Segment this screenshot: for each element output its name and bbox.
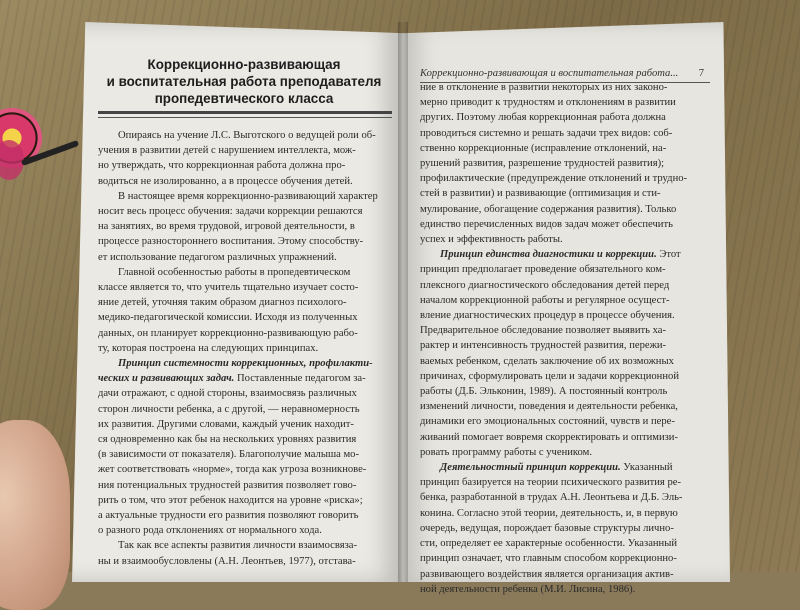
left-page-body (98, 128, 392, 569)
text-line: рить о том, что этот ребенок находится на уровне «риска»; (98, 494, 363, 506)
text-line: других. Поэтому любая коррекционная работа должна (420, 112, 666, 124)
text-line: рушений развития, разрешение трудностей развития); (420, 158, 665, 170)
text-line: ет использование педагогом различных упражнений. (98, 251, 337, 263)
text-line: стей в развитии) и развивающие (оптимизация и сти- (420, 188, 661, 200)
thumb (0, 420, 70, 610)
text-line: изменений личности, поведения и деятельности ребенка, (420, 401, 678, 413)
text-line: Деятельностный принцип коррекции. Указанный (440, 462, 673, 474)
text-line: Главной особенностью работы в пропедевтическом (118, 266, 351, 278)
text-line: началом коррекционной работы и регулярное осущест- (420, 294, 670, 306)
text-line: бенка, разработанной в трудах А.Н. Леонтьева и Д.Б. Эль- (420, 492, 683, 504)
text-line: единство перечисленных видов задач может обеспечить (420, 218, 673, 230)
text-line: учения в развитии детей с нарушением интеллекта, мож- (98, 145, 356, 157)
text-line: Опираясь на учение Л.С. Выготского о ведущей роли об- (118, 130, 376, 141)
title-rule-thin (98, 117, 392, 118)
title-line: пропедевтического класса (154, 91, 334, 106)
running-header-text: Коррекционно-развивающая и воспитательная работа... (420, 68, 679, 79)
page-number: 7 (698, 68, 704, 79)
text-line: профилактические (предупреждение отклонений и трудно- (420, 173, 688, 185)
text-line: вление диагностических процедур в процессе обучения. (420, 310, 675, 322)
running-header (420, 68, 712, 79)
text-line: конина. Согласно этой теории, деятельность, и, в первую (420, 507, 678, 519)
text-line: причинах, сформулировать цели и задачи коррекционной (420, 370, 679, 382)
text-line: ны и взаимообусловлены (А.Н. Леонтьев, 1977), отстава- (98, 555, 356, 567)
text-line: сти, определяет ее характерные особенности. Указанный (420, 538, 678, 550)
text-line: ту, которая построена на следующих принципах. (98, 342, 319, 354)
text-line: ственно коррекционные (исправление отклонений, на- (420, 142, 667, 154)
text-line: развивающего воздействия является организация актив- (420, 568, 674, 580)
text-line: ческих и развивающих задач. Поставленные педагогом за- (98, 373, 366, 385)
text-line: рактер и интенсивность трудностей развития, пережи- (420, 340, 667, 352)
text-line: успех и эффективность работы. (420, 234, 563, 246)
right-page-body (420, 80, 712, 597)
text-line: сторон личности ребенка, а с другой, — неравномерность (98, 403, 360, 415)
text-line: (в зависимости от показателя). Благополучие малыша мо- (98, 449, 359, 461)
text-line: Так как все аспекты развития личности взаимосвяза- (118, 540, 358, 552)
text-line: очередь, ведущая, порождает базовые структуры лично- (420, 522, 674, 534)
text-line: а актуальные трудности его развития позволяют говорить (98, 510, 359, 522)
text-line: классе является то, что учитель тщательно изучает состо- (98, 282, 359, 294)
text-line: ния потенциальных трудностей развития позволяет гово- (98, 479, 357, 491)
text-line: дачи отражают, с одной стороны, взаимосвязь различных (98, 388, 357, 400)
text-line: данных, он планирует коррекционно-развивающую рабо- (98, 327, 358, 339)
text-line: яние детей, уточняя таким образом диагноз психолого- (98, 297, 347, 309)
text-line: принцип означает, что главным способом коррекционно- (420, 553, 677, 565)
text-line: проводиться системно и решать задачи трех видов: соб- (420, 127, 673, 139)
book-spine (398, 22, 408, 582)
title-rule-thick (98, 111, 392, 114)
text-line: но утверждать, что коррекционная работа должна про- (98, 160, 346, 172)
title-line: и воспитательная работа преподавателя (106, 74, 382, 89)
title-line: Коррекционно-развивающая (147, 57, 341, 72)
text-line: живаний помогает вовремя скорректировать и оптимизи- (420, 431, 678, 443)
text-line: принцип базируется на теории психического развития ре- (420, 477, 681, 489)
text-line: Принцип системности коррекционных, профилакти- (118, 358, 373, 370)
text-line: плексного диагностического обследования детей перед (420, 279, 670, 291)
text-line: работы (Д.Б. Эльконин, 1989). А постоянный контроль (420, 386, 668, 398)
text-line: принцип предполагает проведение обязательного ком- (420, 264, 666, 276)
text-line: носит весь процесс обучения: задачи коррекции решаются (98, 206, 363, 218)
text-line: ние в отклонение в развитии некоторых из них законо- (420, 82, 668, 93)
text-line: водиться не изолированно, а в процессе обучения детей. (98, 175, 353, 187)
text-line: о разного рода отклонениях от нормального хода. (98, 525, 322, 537)
text-line: ваемых ребенком, сделать заключение об их возможных (420, 355, 674, 367)
text-line: В настоящее время коррекционно-развивающий характер (118, 190, 378, 202)
text-line: жет соответствовать «норме», тогда как угроза возникнове- (98, 464, 367, 476)
text-line: Принцип единства диагностики и коррекции. Этот (440, 249, 681, 261)
text-line: мулирование, обогащение содержания развития). Только (420, 203, 677, 215)
text-line: их развития. Другими словами, каждый ученик находит- (98, 418, 354, 430)
text-line: медико-педагогической комиссии. Исходя из полученных (98, 312, 358, 324)
chapter-title (96, 56, 392, 107)
text-line: мерно приводит к трудностям и отклонениям в развитии (420, 97, 676, 109)
text-line: динамики его эмоциональных состояний, чувств и пере- (420, 416, 675, 428)
text-line: Предварительное обследование позволяет выявить ха- (420, 325, 667, 337)
text-line: ной деятельности ребенка (М.И. Лисина, 1986). (420, 583, 636, 595)
text-line: на занятиях, во время трудовой, игровой деятельности, в (98, 221, 355, 233)
text-line: ровать программу работы с учеником. (420, 446, 592, 458)
text-line: ся одновременно как бы на нескольких уровнях развития (98, 434, 357, 446)
text-line: процессе разностороннего воспитания. Этому способству- (98, 236, 364, 248)
